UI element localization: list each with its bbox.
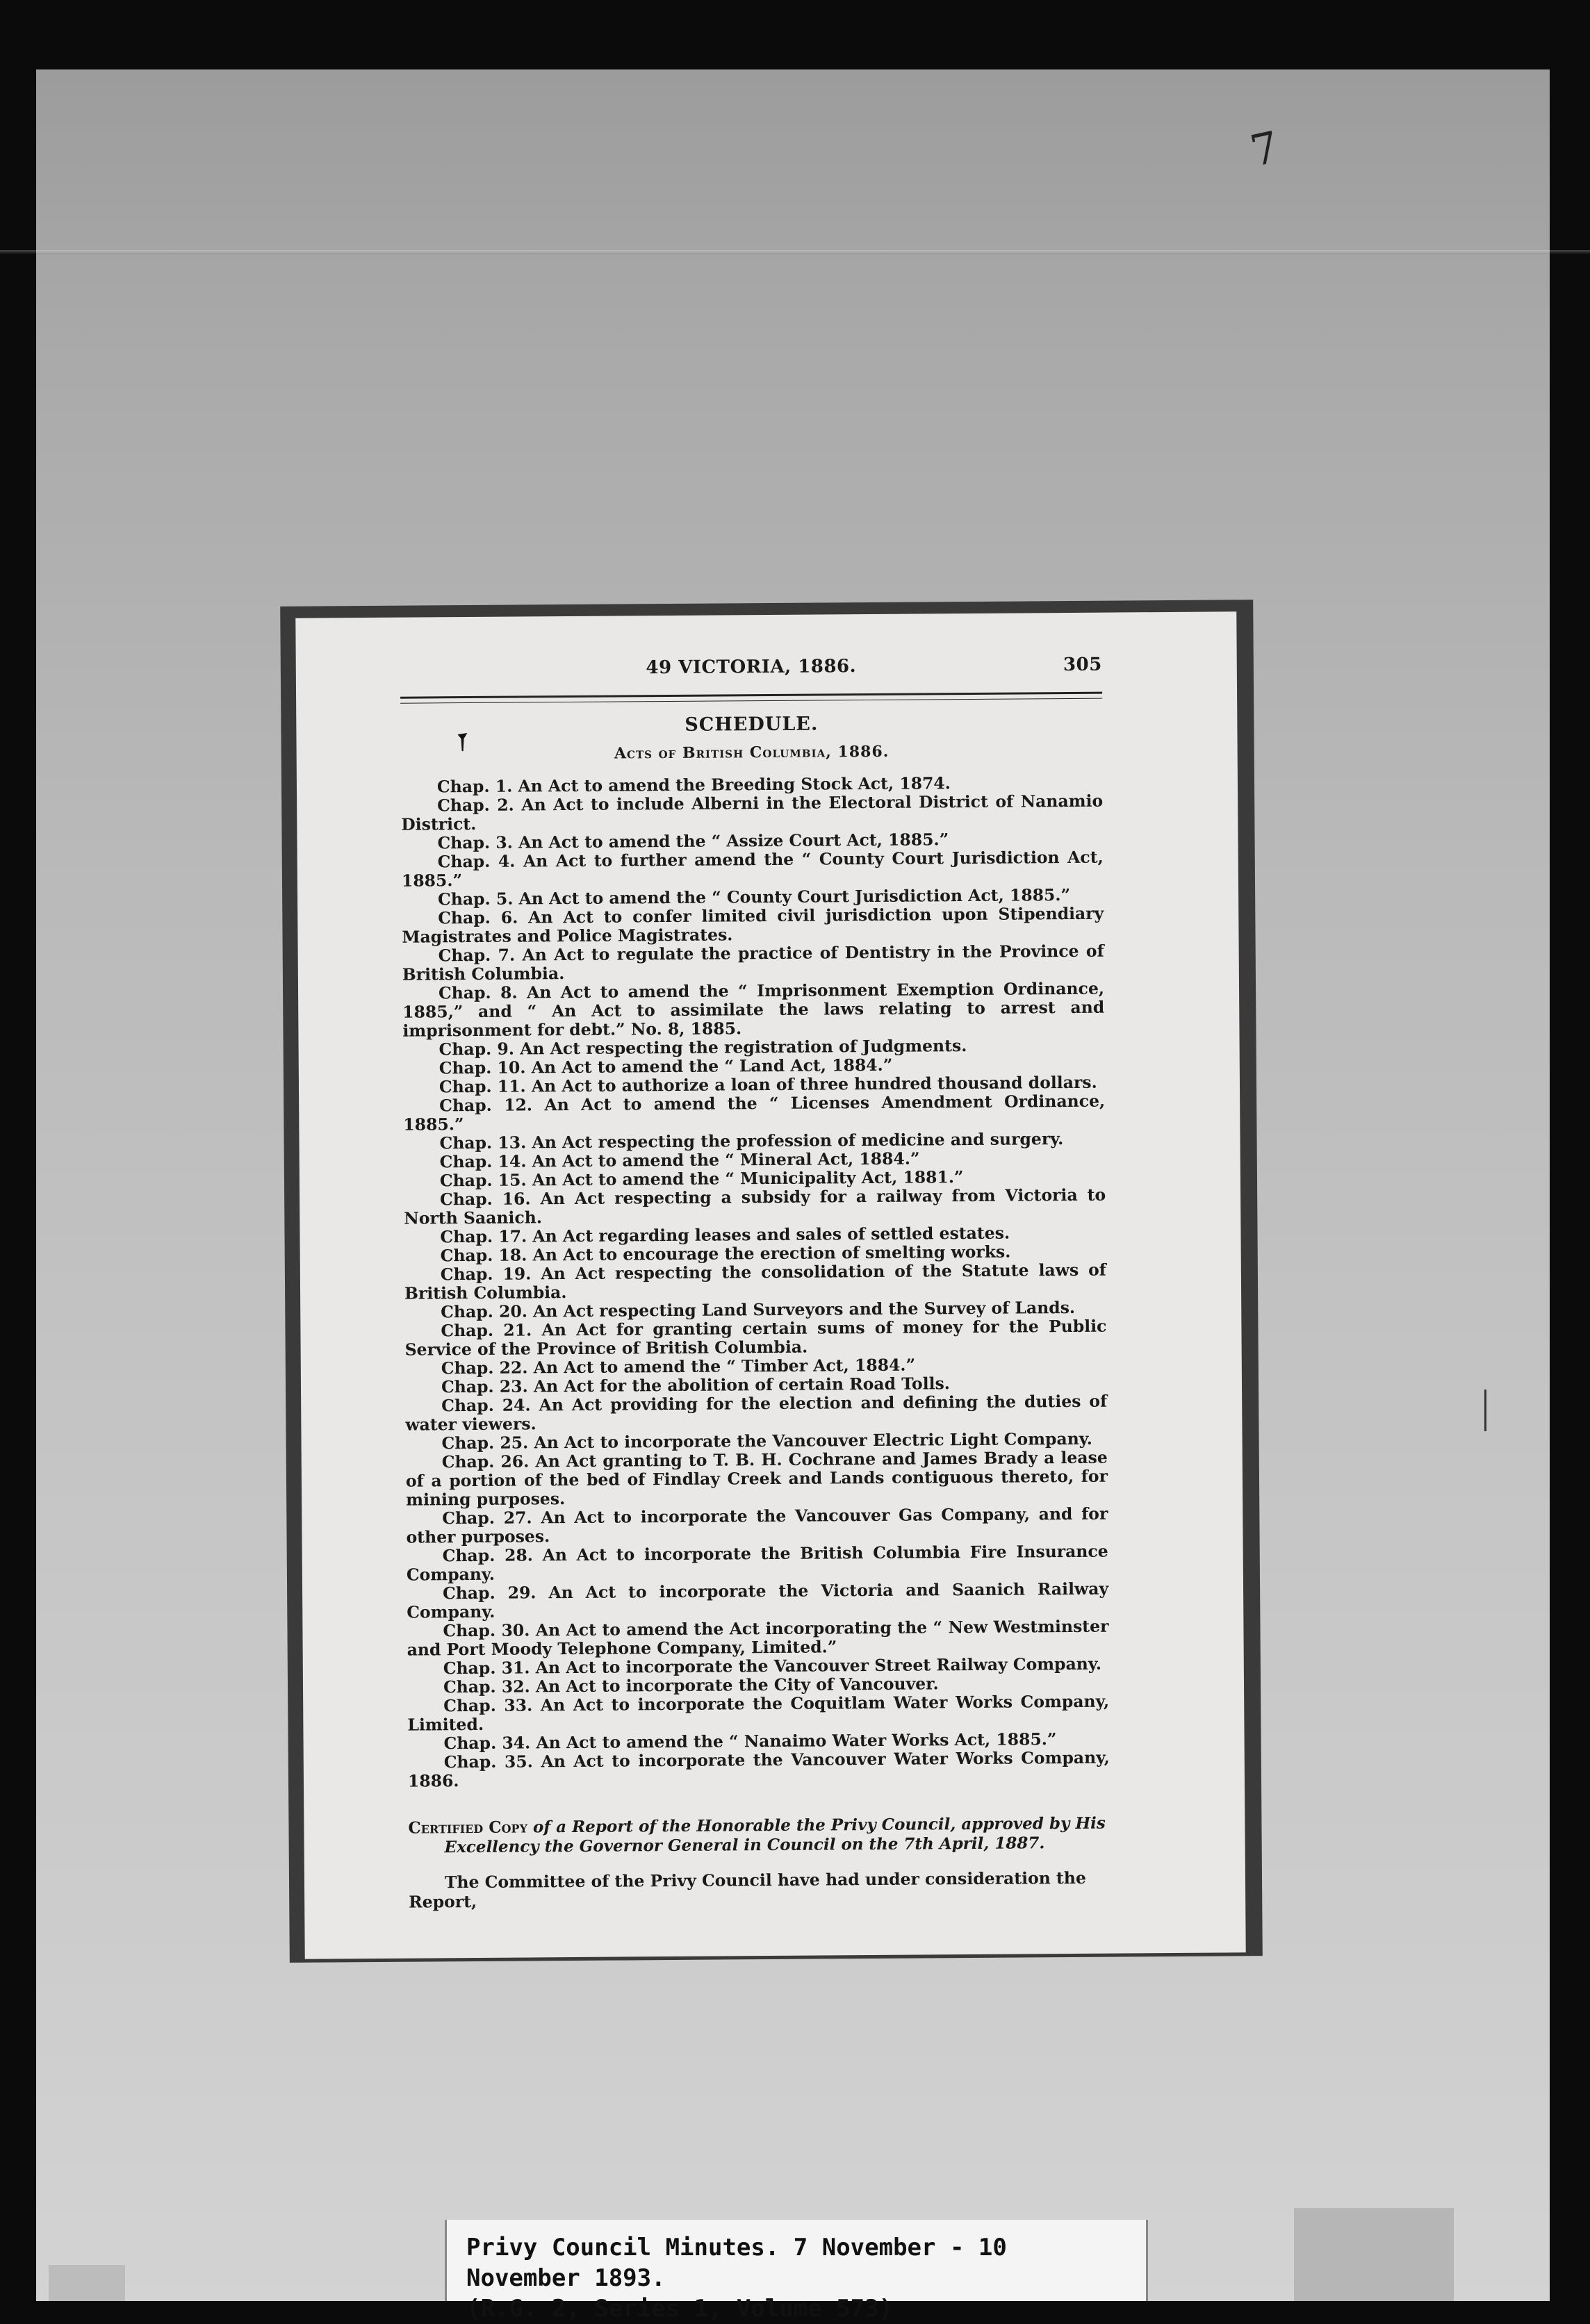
schedule-entry: Chap. 13. An Act respecting the profession of medicine and surgery.	[439, 1129, 1064, 1153]
schedule-entry: Chap. 10. An Act to amend the “ Land Act, 1884.”	[439, 1055, 893, 1078]
corner-pencil-mark: 7	[1245, 121, 1284, 177]
schedule-entry: Chap. 17. An Act regarding leases and sales of settled estates.	[440, 1223, 1010, 1247]
running-head	[400, 654, 1102, 690]
schedule-entry: Chap. 34. An Act to amend the “ Nanaimo Water Works Act, 1885.”	[443, 1729, 1057, 1754]
header-double-rule	[400, 692, 1102, 704]
acts-heading: Acts of British Columbia, 1886.	[614, 742, 890, 763]
schedule-entry: Chap. 9. An Act respecting the registration of Judgments.	[439, 1036, 967, 1060]
schedule-entry: Chap. 6. An Act to confer limited civil jurisdiction upon Stipendiary Magistrates and Police Magistrates.	[402, 903, 1104, 947]
schedule-entry: Chap. 26. An Act granting to T. B. H. Cochrane and James Brady a lease of a portion of the bed of Findlay Creek and Lands contiguous thereto, for mining purposes.	[405, 1447, 1108, 1510]
schedule-entry: Chap. 15. An Act to amend the “ Municipality Act, 1881.”	[439, 1167, 964, 1191]
schedule-entry: Chap. 3. An Act to amend the “ Assize Court Act, 1885.”	[437, 830, 949, 853]
schedule-entry: Chap. 18. An Act to encourage the erection of smelting works.	[440, 1242, 1011, 1266]
schedule-entries	[401, 773, 1110, 1791]
backdrop-fold-line	[0, 250, 1590, 254]
schedule-entry: Chap. 35. An Act to incorporate the Vancouver Water Works Company, 1886.	[407, 1747, 1110, 1791]
schedule-entry: Chap. 30. An Act to amend the Act incorporating the “ New Westminster and Port Moody Telephone Company, Limited.”	[407, 1616, 1109, 1660]
schedule-entry: Chap. 4. An Act to further amend the “ County Court Jurisdiction Act, 1885.”	[401, 847, 1104, 891]
schedule-entry: Chap. 16. An Act respecting a subsidy for a railway from Victoria to North Saanich.	[404, 1185, 1106, 1228]
schedule-entry: Chap. 25. An Act to incorporate the Vancouver Electric Light Company.	[441, 1428, 1092, 1453]
schedule-entry: Chap. 21. An Act for granting certain sums of money for the Public Service of the Province of British Columbia.	[404, 1316, 1107, 1360]
schedule-entry: Chap. 1. An Act to amend the Breeding Stock Act, 1874.	[436, 773, 951, 797]
schedule-entry: Chap. 14. An Act to amend the “ Mineral Act, 1884.”	[439, 1148, 920, 1172]
certified-text: of a Report of the Honorable the Privy Council, approved by His Excellency the Governor General in Council on the 7th April, 1887.	[444, 1813, 1106, 1857]
page-number: 305	[1063, 654, 1102, 676]
schedule-entry: Chap. 7. An Act to regulate the practice of Dentistry in the Province of British Columbia.	[402, 941, 1104, 984]
schedule-entry: Chap. 33. An Act to incorporate the Coquitlam Water Works Company, Limited.	[407, 1691, 1110, 1735]
caption-line-1: Privy Council Minutes. 7 November - 10 November 1893.	[466, 2234, 1007, 2292]
schedule-entry: Chap. 19. An Act respecting the consolidation of the Statute laws of British Columbia.	[404, 1260, 1106, 1303]
schedule-entry: Chap. 27. An Act to incorporate the Vancouver Gas Company, and for other purposes.	[406, 1503, 1108, 1547]
schedule-entry: Chap. 2. An Act to include Alberni in the Electoral District of Nanamio District.	[401, 791, 1104, 834]
certified-lead: Certified Copy	[408, 1818, 528, 1838]
caption-line-2: (R.G. 2, Series 1, Volume 573)	[466, 2295, 894, 2323]
schedule-entry: Chap. 11. An Act to authorize a loan of three hundred thousand dollars.	[439, 1072, 1097, 1097]
schedule-entry: Chap. 28. An Act to incorporate the British Columbia Fire Insurance Company.	[406, 1541, 1108, 1585]
schedule-entry: Chap. 32. An Act to incorporate the City of Vancouver.	[443, 1674, 939, 1697]
schedule-entry: Chap. 29. An Act to incorporate the Victoria and Saanich Railway Company.	[407, 1579, 1109, 1622]
schedule-entry: Chap. 24. An Act providing for the election and defining the duties of water viewers.	[405, 1391, 1108, 1435]
schedule-entry: Chap. 12. An Act to amend the “ Licenses Amendment Ordinance, 1885.”	[403, 1091, 1106, 1135]
certified-copy-heading	[408, 1814, 1110, 1858]
film-edge-strip-right	[1294, 2208, 1454, 2301]
document-page	[295, 611, 1245, 1959]
schedule-entry: Chap. 5. An Act to amend the “ County Court Jurisdiction Act, 1885.”	[438, 884, 1071, 909]
schedule-entry: Chap. 23. An Act for the abolition of certain Road Tolls.	[441, 1374, 951, 1397]
film-edge-strip-left	[49, 2265, 125, 2301]
schedule-entry: Chap. 20. An Act respecting Land Surveyors and the Survey of Lands.	[441, 1297, 1076, 1322]
schedule-entry: Chap. 8. An Act to amend the “ Imprisonment Exemption Ordinance, 1885,” and “ An Act to assimilate the laws relating to arrest and imprisonment for debt.” No. 8, 1885.	[402, 978, 1105, 1041]
archive-caption	[445, 2220, 1148, 2323]
page-text-block	[400, 654, 1111, 1912]
schedule-entry: Chap. 31. An Act to incorporate the Vancouver Street Railway Company.	[443, 1654, 1102, 1679]
committee-paragraph: The Committee of the Privy Council have had under consideration the Report,	[409, 1868, 1086, 1912]
schedule-title: SCHEDULE.	[685, 713, 819, 736]
schedule-entry: Chap. 22. An Act to amend the “ Timber Act, 1884.”	[441, 1355, 916, 1378]
margin-tick-mark	[1484, 1390, 1486, 1431]
running-head-title: 49 VICTORIA, 1886.	[646, 656, 857, 679]
